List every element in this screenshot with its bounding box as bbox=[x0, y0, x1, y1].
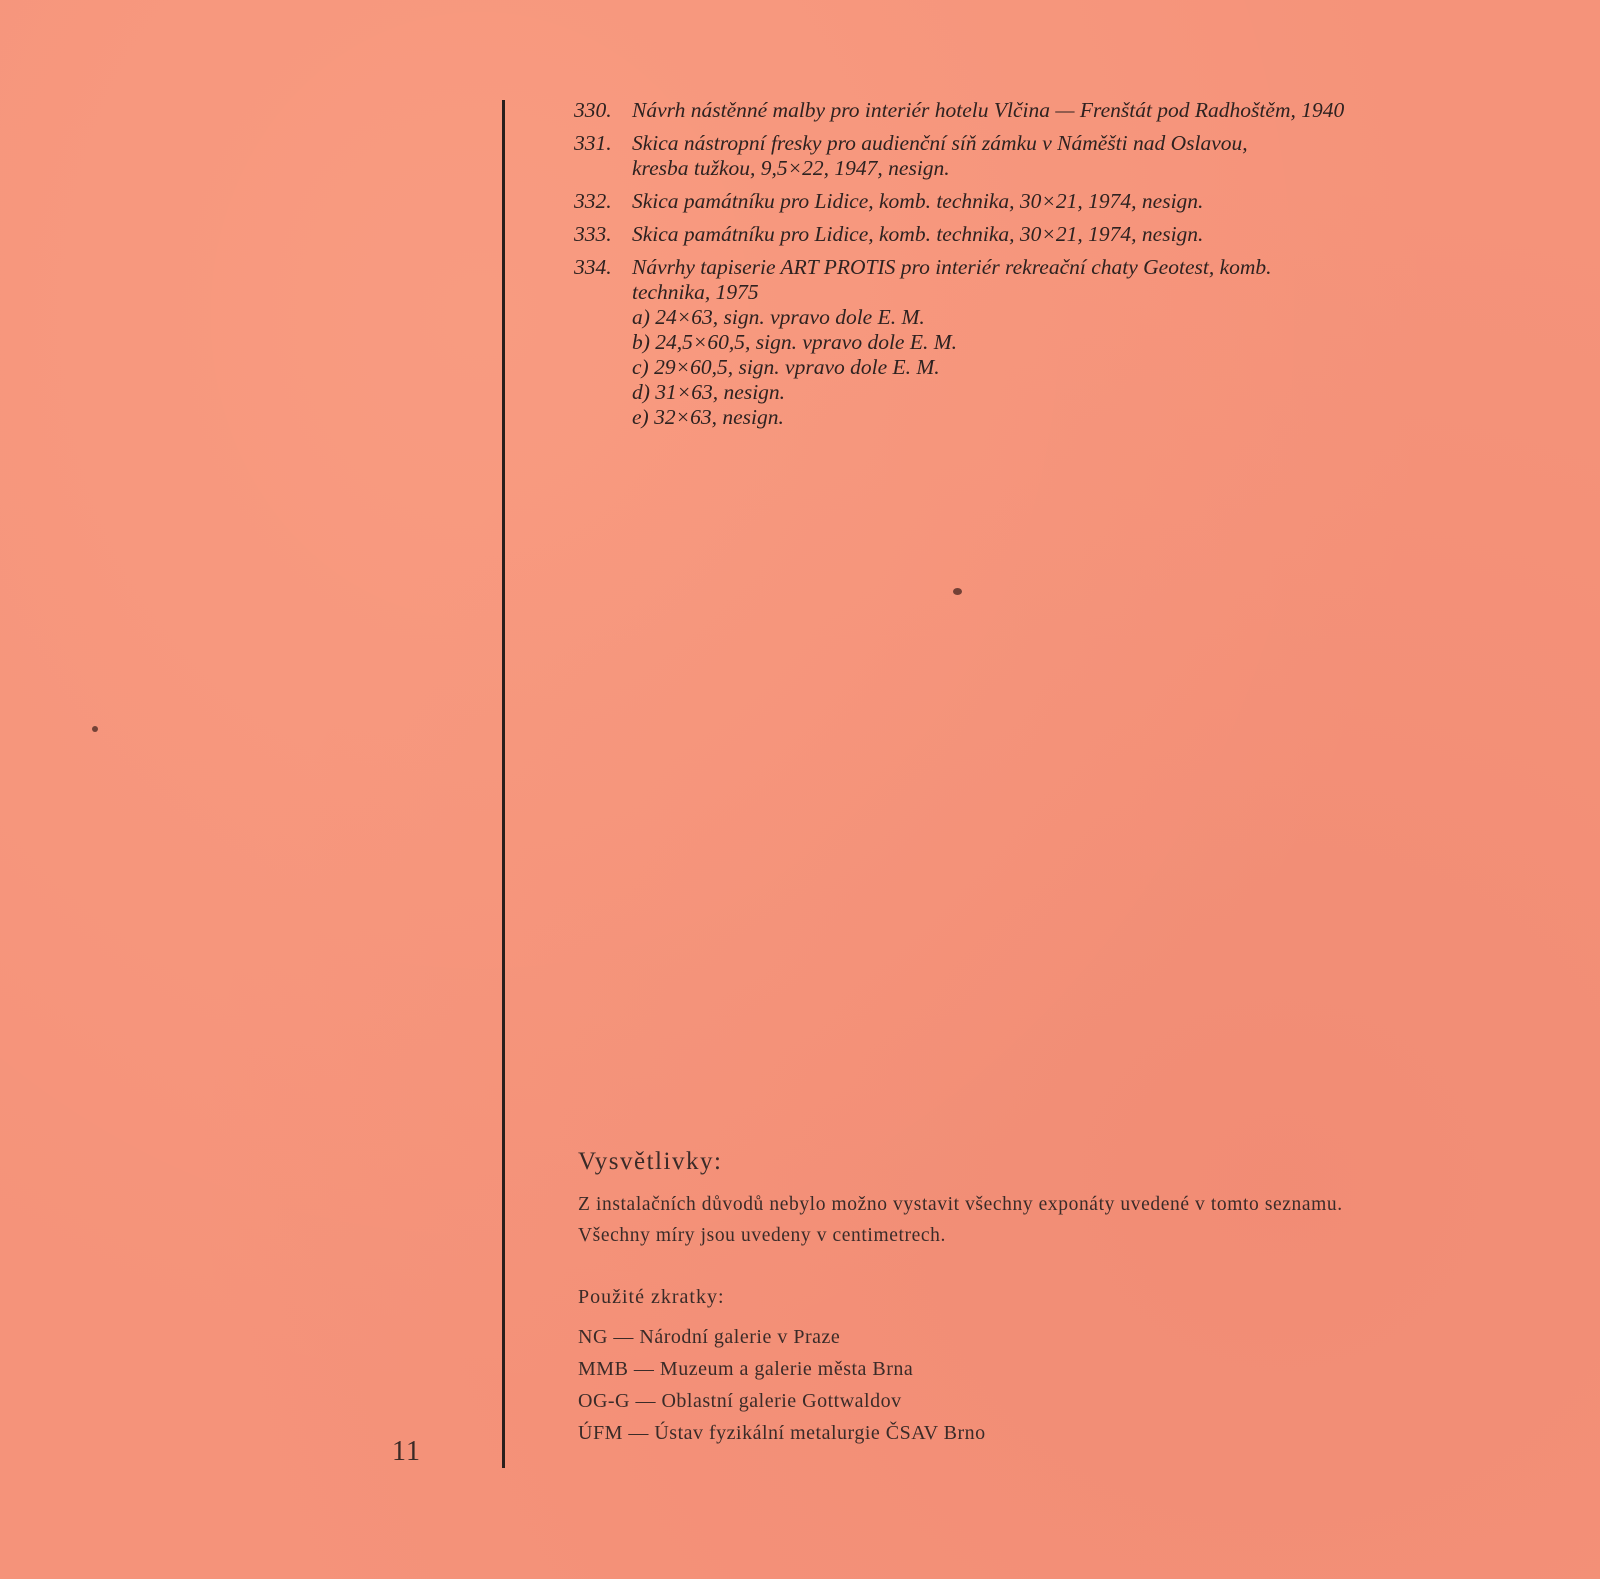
abbreviation-item: MMB — Muzeum a galerie města Brna bbox=[578, 1358, 914, 1380]
entry-number: 330. bbox=[574, 98, 612, 122]
subitem: b) 24,5×60,5, sign. vpravo dole E. M. bbox=[632, 330, 958, 354]
abbreviations-title: Použité zkratky: bbox=[578, 1286, 725, 1308]
subitem: d) 31×63, nesign. bbox=[632, 380, 786, 404]
notes-paragraph: Všechny míry jsou uvedeny v centimetrech. bbox=[578, 1225, 946, 1246]
entry-number: 333. bbox=[574, 222, 612, 246]
entry-line: Návrh nástěnné malby pro interiér hotelu Vlčina — Frenštát pod Radhoštěm, 1940 bbox=[632, 98, 1345, 122]
entry-text bbox=[632, 255, 1574, 430]
entry-line: Návrhy tapiserie ART PROTIS pro interiér rekreační chaty Geotest, komb. bbox=[632, 255, 1272, 279]
abbreviation-item: OG-G — Oblastní galerie Gottwaldov bbox=[578, 1390, 902, 1412]
catalogue-entry bbox=[574, 255, 1574, 430]
entry-number: 331. bbox=[574, 131, 612, 155]
entry-line: technika, 1975 bbox=[632, 280, 759, 304]
entry-text bbox=[632, 189, 1574, 214]
catalogue-entry bbox=[574, 222, 1574, 247]
entry-number: 334. bbox=[574, 255, 612, 279]
notes-paragraph: Z instalačních důvodů nebylo možno vystavit všechny exponáty uvedené v tomto seznamu. bbox=[578, 1194, 1343, 1215]
notes-section bbox=[578, 1148, 1538, 1449]
entry-line: Skica památníku pro Lidice, komb. technika, 30×21, 1974, nesign. bbox=[632, 189, 1204, 213]
subitem-list bbox=[632, 305, 1574, 430]
catalogue-list bbox=[574, 98, 1574, 438]
abbreviation-item: ÚFM — Ústav fyzikální metalurgie ČSAV Brno bbox=[578, 1422, 986, 1444]
subitem: e) 32×63, nesign. bbox=[632, 405, 784, 429]
subitem: a) 24×63, sign. vpravo dole E. M. bbox=[632, 305, 925, 329]
vertical-rule bbox=[502, 100, 505, 1468]
catalogue-entry bbox=[574, 131, 1574, 181]
entry-line: Skica nástropní fresky pro audienční síň zámku v Náměšti nad Oslavou, bbox=[632, 131, 1248, 155]
entry-number: 332. bbox=[574, 189, 612, 213]
entry-text bbox=[632, 98, 1574, 123]
entry-line: Skica památníku pro Lidice, komb. technika, 30×21, 1974, nesign. bbox=[632, 222, 1204, 246]
catalogue-entry bbox=[574, 98, 1574, 123]
page-number: 11 bbox=[392, 1436, 421, 1467]
paper-speck bbox=[92, 726, 98, 732]
abbreviations-list bbox=[578, 1321, 1538, 1449]
entry-text bbox=[632, 222, 1574, 247]
entry-text bbox=[632, 131, 1574, 181]
notes-title: Vysvětlivky: bbox=[578, 1148, 723, 1175]
entry-line: kresba tužkou, 9,5×22, 1947, nesign. bbox=[632, 156, 950, 180]
paper-speck bbox=[953, 588, 962, 595]
catalogue-entry bbox=[574, 189, 1574, 214]
subitem: c) 29×60,5, sign. vpravo dole E. M. bbox=[632, 355, 940, 379]
abbreviation-item: NG — Národní galerie v Praze bbox=[578, 1326, 841, 1348]
